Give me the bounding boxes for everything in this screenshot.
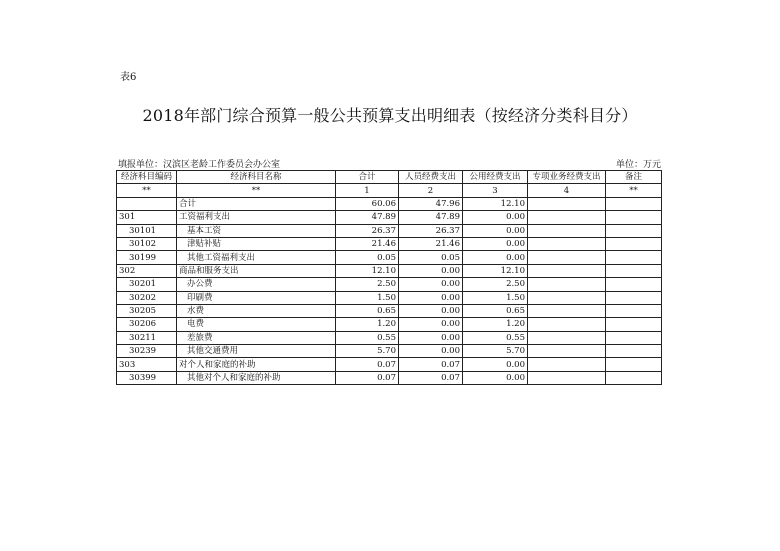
index-personnel: 2: [399, 184, 463, 197]
table-row: [117, 304, 662, 317]
cell-note: [606, 345, 662, 358]
cell-name: 办公费: [177, 278, 336, 291]
cell-total: 0.65: [336, 304, 399, 317]
cell-code: 30399: [117, 371, 177, 384]
cell-note: [606, 264, 662, 277]
cell-total: 26.37: [336, 224, 399, 237]
cell-public: 5.70: [463, 345, 528, 358]
cell-code: 30205: [117, 304, 177, 317]
cell-code: [117, 197, 177, 210]
cell-name: 基本工资: [177, 224, 336, 237]
cell-special: [528, 371, 606, 384]
table-row: [117, 331, 662, 344]
header-name: 经济科目名称: [177, 171, 336, 184]
cell-total: 1.20: [336, 318, 399, 331]
cell-personnel: 0.00: [399, 304, 463, 317]
table-row: [117, 251, 662, 264]
cell-special: [528, 237, 606, 250]
header-note: 备注: [606, 171, 662, 184]
table-number: 表6: [120, 72, 137, 83]
cell-code: 30239: [117, 345, 177, 358]
header-special: 专项业务经费支出: [528, 171, 606, 184]
cell-public: 0.00: [463, 224, 528, 237]
cell-total: 0.55: [336, 331, 399, 344]
cell-total: 0.07: [336, 358, 399, 371]
cell-note: [606, 251, 662, 264]
cell-name: 商品和服务支出: [177, 264, 336, 277]
cell-note: [606, 278, 662, 291]
cell-code: 30101: [117, 224, 177, 237]
cell-public: 12.10: [463, 264, 528, 277]
cell-note: [606, 331, 662, 344]
table-row: [117, 237, 662, 250]
table-row: [117, 318, 662, 331]
header-code: 经济科目编码: [117, 171, 177, 184]
cell-personnel: 0.07: [399, 358, 463, 371]
cell-public: 0.00: [463, 358, 528, 371]
cell-name: 其他工资福利支出: [177, 251, 336, 264]
cell-personnel: 0.00: [399, 331, 463, 344]
cell-public: 12.10: [463, 197, 528, 210]
table-row: [117, 197, 662, 210]
page-title: 2018年部门综合预算一般公共预算支出明细表（按经济分类科目分）: [142, 106, 638, 125]
cell-name: 印刷费: [177, 291, 336, 304]
cell-special: [528, 358, 606, 371]
cell-note: [606, 318, 662, 331]
cell-code: 30211: [117, 331, 177, 344]
cell-total: 0.05: [336, 251, 399, 264]
cell-total: 0.07: [336, 371, 399, 384]
cell-code: 30201: [117, 278, 177, 291]
cell-personnel: 0.00: [399, 318, 463, 331]
cell-note: [606, 291, 662, 304]
header-public: 公用经费支出: [463, 171, 528, 184]
cell-personnel: 0.05: [399, 251, 463, 264]
table-body: [117, 197, 662, 384]
cell-special: [528, 291, 606, 304]
cell-personnel: 21.46: [399, 237, 463, 250]
cell-special: [528, 264, 606, 277]
cell-special: [528, 251, 606, 264]
cell-public: 0.00: [463, 211, 528, 224]
table-row: [117, 211, 662, 224]
cell-special: [528, 278, 606, 291]
cell-public: 0.00: [463, 371, 528, 384]
header-personnel: 人员经费支出: [399, 171, 463, 184]
cell-name: 对个人和家庭的补助: [177, 358, 336, 371]
cell-note: [606, 211, 662, 224]
cell-name: 差旅费: [177, 331, 336, 344]
cell-personnel: 0.00: [399, 345, 463, 358]
cell-code: 301: [117, 211, 177, 224]
header-total: 合计: [336, 171, 399, 184]
currency-unit: 单位：万元: [615, 160, 661, 170]
cell-personnel: 26.37: [399, 224, 463, 237]
cell-name: 工资福利支出: [177, 211, 336, 224]
table-row: [117, 358, 662, 371]
cell-special: [528, 304, 606, 317]
budget-table: [116, 170, 662, 385]
cell-code: 30202: [117, 291, 177, 304]
index-special: 4: [528, 184, 606, 197]
index-row: [117, 184, 662, 197]
cell-code: 303: [117, 358, 177, 371]
cell-total: 47.89: [336, 211, 399, 224]
cell-name: 其他对个人和家庭的补助: [177, 371, 336, 384]
table-row: [117, 345, 662, 358]
header-row: [117, 171, 662, 184]
cell-total: 2.50: [336, 278, 399, 291]
cell-personnel: 0.00: [399, 291, 463, 304]
cell-public: 0.55: [463, 331, 528, 344]
cell-total: 60.06: [336, 197, 399, 210]
cell-personnel: 47.96: [399, 197, 463, 210]
table-row: [117, 278, 662, 291]
cell-special: [528, 224, 606, 237]
table-row: [117, 291, 662, 304]
cell-special: [528, 345, 606, 358]
cell-special: [528, 211, 606, 224]
cell-code: 30206: [117, 318, 177, 331]
cell-note: [606, 304, 662, 317]
cell-public: 0.65: [463, 304, 528, 317]
reporting-unit: 填报单位：汉滨区老龄工作委员会办公室: [118, 160, 281, 170]
cell-code: 30102: [117, 237, 177, 250]
cell-public: 1.20: [463, 318, 528, 331]
index-note: **: [606, 184, 662, 197]
cell-name: 合计: [177, 197, 336, 210]
table-row: [117, 224, 662, 237]
index-public: 3: [463, 184, 528, 197]
cell-special: [528, 318, 606, 331]
cell-public: 0.00: [463, 251, 528, 264]
cell-note: [606, 224, 662, 237]
cell-name: 其他交通费用: [177, 345, 336, 358]
cell-name: 津贴补贴: [177, 237, 336, 250]
cell-total: 21.46: [336, 237, 399, 250]
cell-total: 12.10: [336, 264, 399, 277]
cell-note: [606, 197, 662, 210]
index-total: 1: [336, 184, 399, 197]
cell-personnel: 0.00: [399, 264, 463, 277]
cell-name: 电费: [177, 318, 336, 331]
cell-special: [528, 331, 606, 344]
index-code: **: [117, 184, 177, 197]
cell-personnel: 47.89: [399, 211, 463, 224]
cell-special: [528, 197, 606, 210]
cell-personnel: 0.00: [399, 278, 463, 291]
cell-code: 302: [117, 264, 177, 277]
table-row: [117, 371, 662, 384]
cell-note: [606, 358, 662, 371]
cell-total: 1.50: [336, 291, 399, 304]
cell-note: [606, 237, 662, 250]
table-row: [117, 264, 662, 277]
cell-public: 1.50: [463, 291, 528, 304]
cell-total: 5.70: [336, 345, 399, 358]
cell-personnel: 0.07: [399, 371, 463, 384]
index-name: **: [177, 184, 336, 197]
cell-public: 2.50: [463, 278, 528, 291]
cell-public: 0.00: [463, 237, 528, 250]
cell-code: 30199: [117, 251, 177, 264]
cell-name: 水费: [177, 304, 336, 317]
cell-note: [606, 371, 662, 384]
